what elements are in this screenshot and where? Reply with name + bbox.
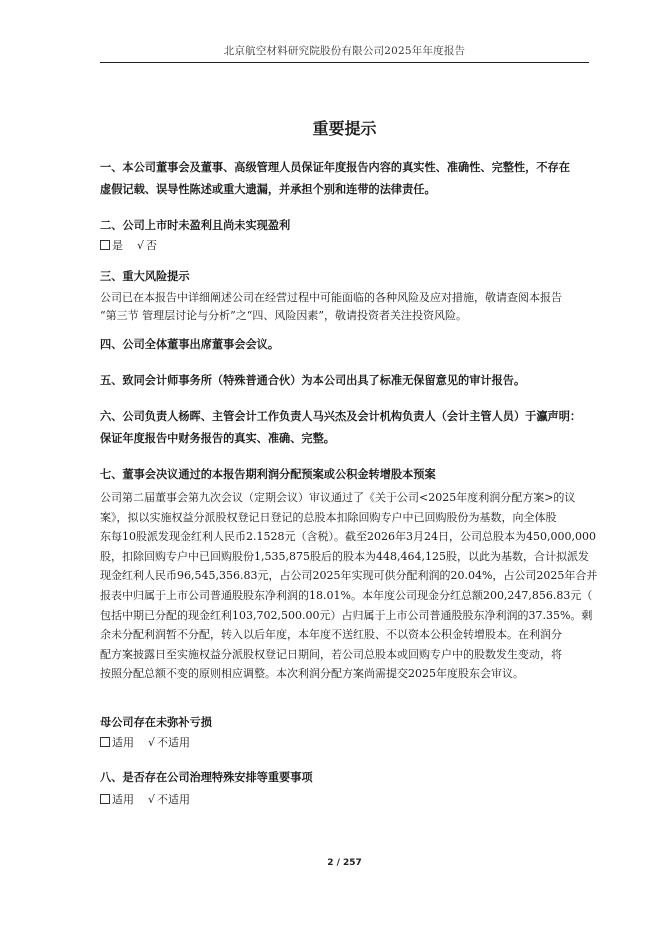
option-applicable-label: 适用 — [112, 793, 134, 806]
section-7-line-1: 公司第二届董事会第九次会议（定期会议）审议通过了《关于公司<2025年度利润分配方案>的议 — [100, 491, 576, 504]
section-7-line-7: 包括中期已分配的现金红利103,702,500.00元）占归属于上市公司普通股股东净利润的37.35%。剩 — [100, 608, 593, 622]
option-no-label: 否 — [146, 239, 158, 252]
section-7-line-8: 余未分配利润暂不分配，转入以后年度，本年度不送红股、不以资本公积金转增股本。在利润分 — [100, 628, 562, 642]
section-parent-losses — [100, 712, 592, 752]
section-7-line-3: 东每10股派发现金红利人民币2.1528元（含税）。截至2026年3月24日，公司总股本为450,000,000 — [100, 530, 596, 544]
option-yes-label: 是 — [112, 239, 123, 252]
section-3-heading: 三、重大风险提示 — [100, 270, 190, 283]
section-7-line-10: 按照分配总额不变的原则相应调整。本次利润分配方案尚需提交2025年度股东会审议。 — [100, 667, 524, 681]
section-3-line-1: 公司已在本报告中详细阐述公司在经营过程中可能面临的各种风险及应对措施，敬请查阅本报告 — [100, 291, 562, 304]
header-rule — [100, 62, 589, 63]
section-6-line-1: 六、公司负责人杨晖、主管会计工作负责人马兴杰及会计机构负责人（会计主管人员）于瀛声明： — [100, 410, 582, 423]
section-6 — [100, 406, 592, 450]
checkmark-icon: √ — [137, 239, 145, 252]
section-2-options — [100, 237, 592, 255]
checkbox-empty-icon — [100, 240, 110, 250]
parent-losses-options — [100, 734, 592, 752]
checkmark-icon: √ — [148, 736, 156, 749]
option-not-applicable-label: 不适用 — [157, 793, 191, 806]
section-7-heading: 七、董事会决议通过的本报告期利润分配预案或公积金转增股本预案 — [100, 468, 436, 481]
page-number: 2 / 257 — [327, 858, 362, 868]
option-not-applicable-label: 不适用 — [157, 736, 191, 749]
section-6-line-2: 保证年度报告中财务报告的真实、准确、完整。 — [100, 432, 335, 445]
section-7-body — [100, 488, 598, 684]
option-applicable-label: 适用 — [112, 736, 134, 749]
section-1 — [100, 157, 592, 201]
section-1-line-1: 一、本公司董事会及董事、高级管理人员保证年度报告内容的真实性、准确性、完整性，不存在 — [100, 161, 570, 174]
running-header: 北京航空材料研究院股份有限公司2025年年度报告 — [223, 45, 466, 57]
section-8-heading: 八、是否存在公司治理特殊安排等重要事项 — [100, 771, 313, 784]
section-8-options — [100, 791, 592, 809]
section-5 — [100, 370, 592, 392]
section-1-line-2: 虚假记载、误导性陈述或重大遗漏，并承担个别和连带的法律责任。 — [100, 183, 436, 196]
section-7-line-2: 案》，拟以实施权益分派股权登记日登记的总股本扣除回购专户中已回购股份为基数，向全体股 — [100, 510, 557, 524]
section-4 — [100, 334, 592, 356]
section-7-line-4: 股，扣除回购专户中已回购股份1,535,875股后的股本为448,464,125股，以此为基数，合计拟派发 — [100, 549, 589, 563]
page-title: 重要提示 — [312, 119, 377, 138]
section-4-heading: 四、公司全体董事出席董事会会议。 — [100, 338, 280, 351]
checkmark-icon: √ — [148, 793, 156, 806]
section-2-heading: 二、公司上市时未盈利且尚未实现盈利 — [100, 219, 291, 232]
checkbox-empty-icon — [100, 737, 110, 747]
section-8 — [100, 767, 592, 809]
section-7 — [100, 464, 598, 684]
checkbox-empty-icon — [100, 794, 110, 804]
section-3-line-2: “第三节 管理层讨论与分析”之“四、风险因素”，敬请投资者关注投资风险。 — [100, 308, 467, 322]
section-7-line-9: 配方案披露日至实施权益分派股权登记日期间，若公司总股本或回购专户中的股数发生变动，将 — [100, 647, 562, 661]
parent-losses-heading: 母公司存在未弥补亏损 — [100, 716, 212, 729]
section-7-line-6: 报表中归属于上市公司普通股股东净利润的18.01%。本年度公司现金分红总额200,247,856.83元（ — [100, 588, 593, 602]
section-3 — [100, 266, 592, 325]
section-2 — [100, 215, 592, 255]
section-7-line-5: 现金红利人民币96,545,356.83元，占公司2025年实现可供分配利润的20.04%，占公司2025年合并 — [100, 569, 598, 583]
section-5-heading: 五、致同会计师事务所（特殊普通合伙）为本公司出具了标准无保留意见的审计报告。 — [100, 374, 526, 387]
